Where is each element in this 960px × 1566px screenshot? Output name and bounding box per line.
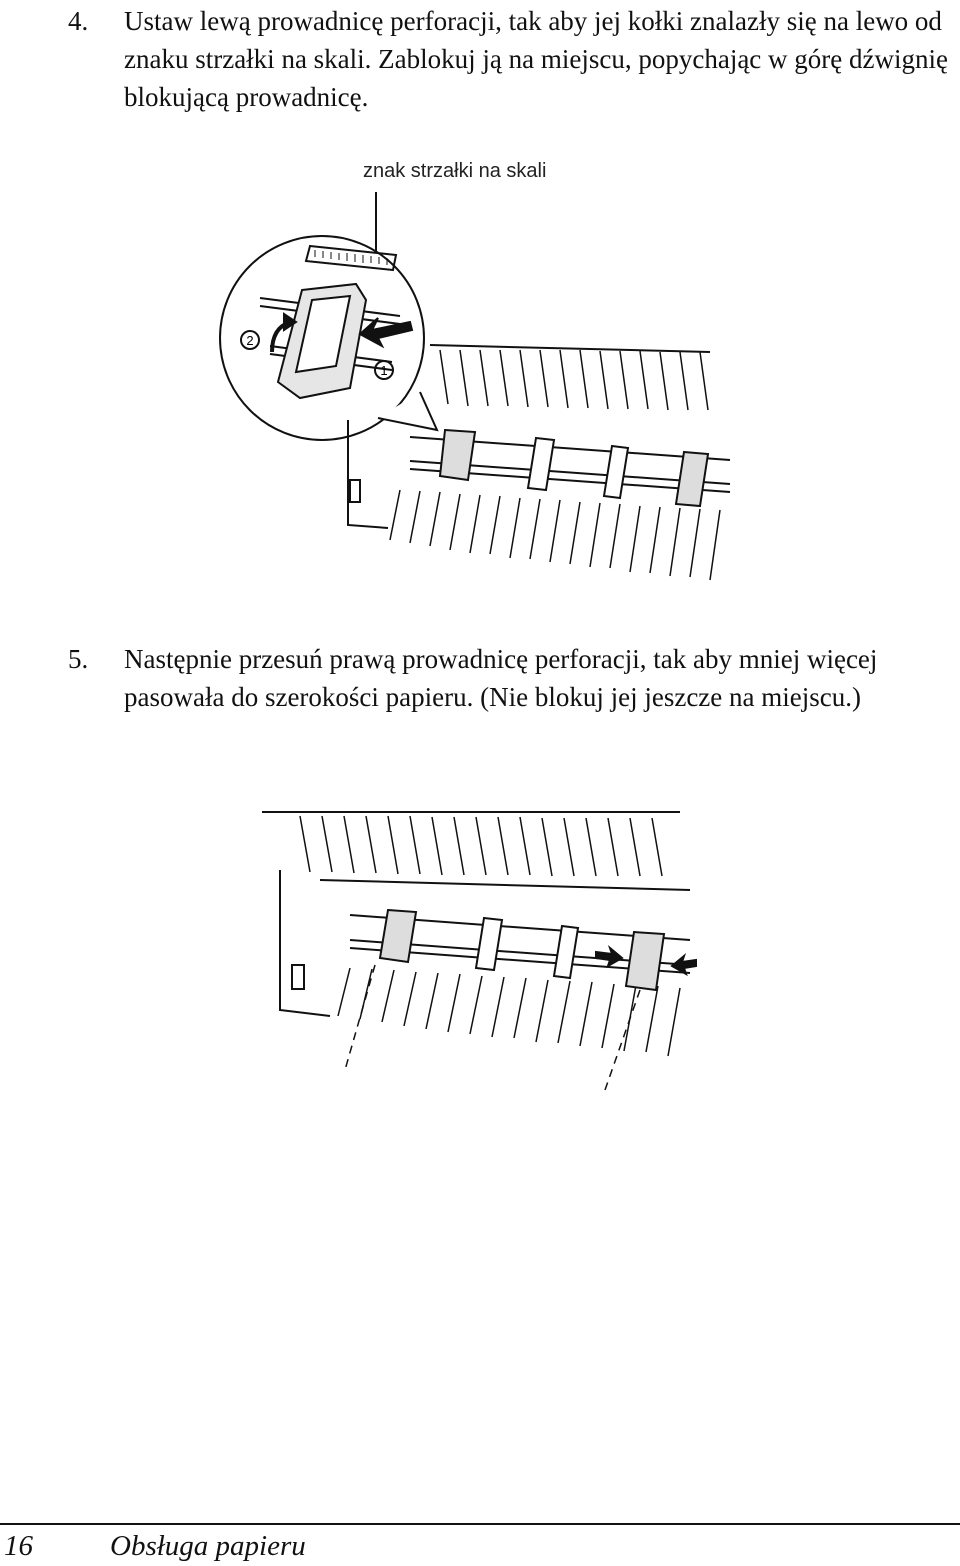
figure-1-callout-label: znak strzałki na skali <box>363 160 547 182</box>
page-number: 16 <box>4 1530 33 1562</box>
step-5-number: 5. <box>68 644 89 674</box>
marker-2-label: 2 <box>246 333 254 348</box>
step-4-text: Ustaw lewą prowadnicę perforacji, tak aby jej kołki znalazły się na lewo od znaku strzałki na skali. Zablokuj ją na miejscu, popychając w górę dźwignię blokującą prowadnicę. <box>124 6 948 112</box>
step-5-text: Następnie przesuń prawą prowadnicę perforacji, tak aby mniej więcej pasowała do szerokości papieru. (Nie blokuj jej jeszcze na miejscu.) <box>124 644 878 712</box>
footer-rule <box>0 1523 960 1525</box>
step-4-number: 4. <box>68 6 89 36</box>
marker-1-label: 1 <box>380 363 388 378</box>
section-title: Obsługa papieru <box>110 1530 306 1562</box>
